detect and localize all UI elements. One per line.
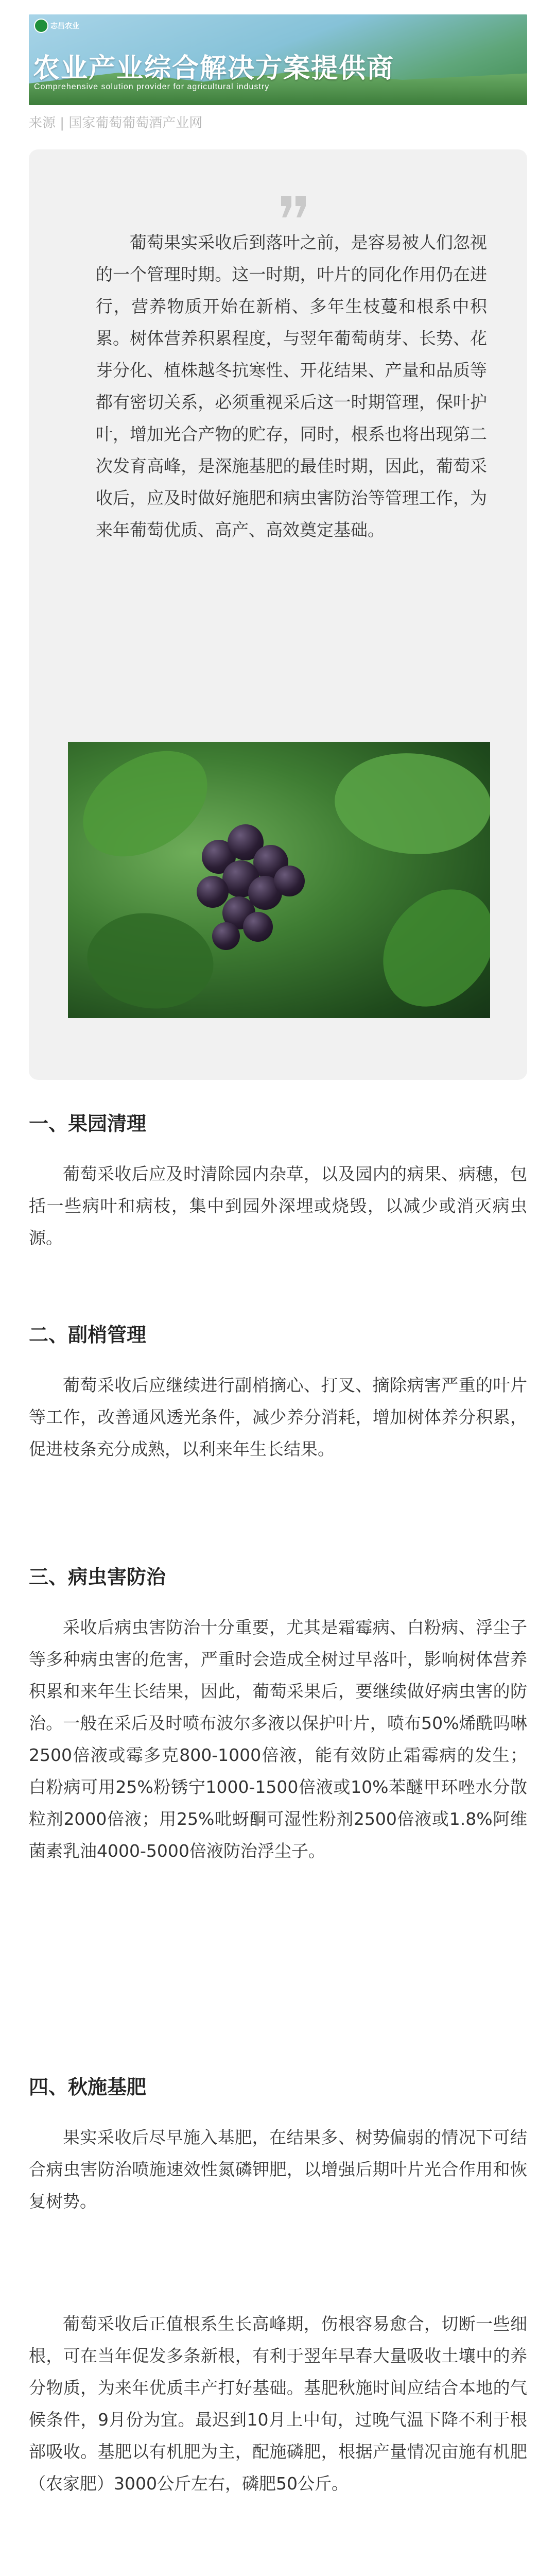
section-4-heading: 四、秋施基肥 [29, 2076, 147, 2098]
intro-text: 葡萄果实采收后到落叶之前，是容易被人们忽视的一个管理时期。这一时期，叶片的同化作用仍在进行，营养物质开始在新梢、多年生枝蔓和根系中积累。树体营养积累程度，与翌年葡萄萌芽、长势、花芽分化、植株越冬抗寒性、开花结果、产量和品质等都有密切关系，必须重视采后这一时期管理，保叶护叶，增加光合产物的贮存，同时，根系也将出现第二次发育高峰，是深施基肥的最佳时期，因此，葡萄采收后，应及时做好施肥和病虫害防治等管理工作，为来年葡萄优质、高产、高效奠定基础。 [96, 232, 487, 540]
banner-subtitle: Comprehensive solution provider for agricultural industry [34, 82, 270, 91]
section-4-paragraph-2: 葡萄采收后正值根系生长高峰期，伤根容易愈合，切断一些细根，可在当年促发多条新根，有利于翌年早春大量吸收土壤中的养分物质，为来年优质丰产打好基础。基肥秋施时间应结合本地的气候条件，9月份为宜。最迟到10月上中旬，过晚气温下降不利于根部吸收。基肥以有机肥为主，配施磷肥，根据产量情况亩施有机肥（农家肥）3000公斤左右，磷肥50公斤。 [29, 2314, 527, 2494]
quote-icon [278, 191, 309, 222]
section-3-heading: 三、病虫害防治 [29, 1566, 166, 1588]
section-2-paragraph: 葡萄采收后应继续进行副梢摘心、打叉、摘除病害严重的叶片等工作，改善通风透光条件，减少养分消耗，增加树体养分积累，促进枝条充分成熟，以利来年生长结果。 [29, 1375, 527, 1459]
banner-logo [34, 19, 79, 33]
banner-logo-text: 志昌农业 [50, 22, 79, 30]
grape-photo [68, 742, 490, 1018]
section-1-paragraph: 葡萄采收后应及时清除园内杂草，以及园内的病果、病穗，包括一些病叶和病枝，集中到园外深埋或烧毁，以减少或消灭病虫源。 [29, 1164, 527, 1248]
intro-card [29, 149, 527, 1080]
banner-title: 农业产业综合解决方案提供商 [33, 53, 395, 84]
section-1-heading: 一、果园清理 [29, 1112, 147, 1135]
section-2-heading: 二、副梢管理 [29, 1324, 147, 1346]
header-banner [29, 14, 527, 105]
brand-logo-icon [34, 19, 48, 33]
section-4-paragraph-1: 果实采收后尽早施入基肥，在结果多、树势偏弱的情况下可结合病虫害防治喷施速效性氮磷钾肥，以增强后期叶片光合作用和恢复树势。 [29, 2127, 527, 2211]
section-3-paragraph: 采收后病虫害防治十分重要，尤其是霜霉病、白粉病、浮尘子等多种病虫害的危害，严重时会造成全树过早落叶，影响树体营养积累和来年生长结果，因此，葡萄采果后，要继续做好病虫害的防治。一般在采后及时喷布波尔多液以保护叶片，喷布50%烯酰吗啉2500倍液或霉多克800-1000倍液，能有效防止霜霉病的发生；白粉病可用25%粉锈宁1000-1500倍液或10%苯醚甲环唑水分散粒剂2000倍液；用25%吡蚜酮可湿性粉剂2500倍液或1.8%阿维菌素乳油4000-5000倍液防治浮尘子。 [29, 1617, 527, 1861]
article-source: 来源 | 国家葡萄葡萄酒产业网 [29, 115, 203, 131]
